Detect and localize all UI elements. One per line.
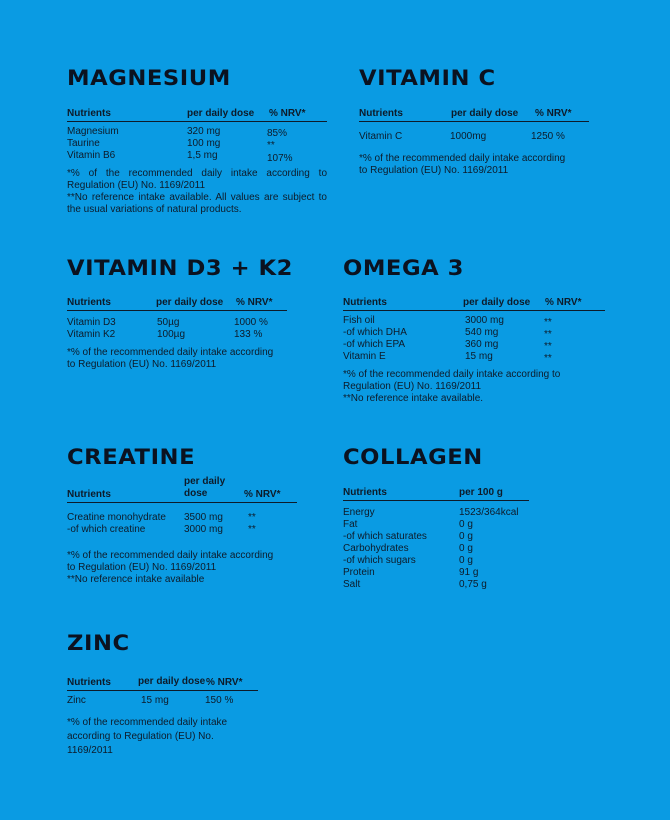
table-header (343, 294, 605, 311)
cell-dose: 540 mg (465, 327, 499, 338)
header-nrv: % NRV* (269, 108, 306, 119)
table-row (343, 327, 605, 339)
header-nutrients: Nutrients (67, 677, 111, 688)
table-row (343, 543, 543, 555)
table-row (67, 150, 327, 162)
table-row (343, 531, 543, 543)
cell-nutrient: Protein (343, 567, 375, 578)
cell-dose: 3500 mg (184, 512, 223, 523)
footnote: **No reference intake available. All values are subject to the usual variations of natural products. (67, 192, 327, 215)
header-nrv: % NRV* (535, 108, 572, 119)
cell-value: 0 g (459, 531, 473, 542)
cell-value: 1523/364kcal (459, 507, 519, 518)
footnote: *% of the recommended daily intake according to Regulation (EU) No. 1169/2011 (67, 550, 274, 573)
table-row (343, 315, 605, 327)
table-row (359, 131, 589, 143)
cell-dose: 15 mg (141, 695, 169, 706)
section-vitamin-d3-k2 (67, 256, 294, 371)
cell-nrv: 85% (267, 128, 288, 139)
cell-nutrient: -of which DHA (343, 327, 407, 338)
table-row (343, 555, 543, 567)
table-row (343, 567, 543, 579)
header-nutrients: Nutrients (343, 297, 387, 308)
cell-nrv: ** (544, 329, 552, 340)
header-nrv: % NRV* (244, 489, 281, 500)
cell-value: 0 g (459, 555, 473, 566)
section-title: ZINC (67, 631, 130, 655)
table-header (67, 476, 297, 503)
cell-nutrient: Vitamin D3 (67, 317, 116, 328)
cell-nrv: ** (544, 353, 552, 364)
cell-nrv: 133 % (234, 329, 263, 340)
header-nrv: % NRV* (236, 297, 273, 308)
section-title: COLLAGEN (343, 445, 483, 469)
section-title: CREATINE (67, 445, 196, 469)
footnotes (359, 153, 574, 177)
cell-nutrient: -of which EPA (343, 339, 406, 350)
section-zinc (67, 632, 267, 758)
cell-nutrient: Taurine (67, 138, 100, 149)
cell-nutrient: -of which sugars (343, 555, 416, 566)
table-header (343, 484, 529, 501)
section-magnesium (67, 67, 327, 216)
cell-nutrient: Zinc (67, 695, 86, 706)
cell-dose: 360 mg (465, 339, 499, 350)
footnotes (67, 550, 282, 586)
cell-nutrient: Salt (343, 579, 361, 590)
table-header (67, 105, 327, 122)
table-row (343, 519, 543, 531)
cell-nutrient: Creatine monohydrate (67, 512, 166, 523)
table-row (67, 126, 327, 138)
header-nutrients: Nutrients (67, 108, 111, 119)
header-nrv: % NRV* (545, 297, 582, 308)
footnotes (343, 369, 593, 405)
footnotes (67, 716, 247, 758)
footnotes (67, 347, 282, 371)
cell-nrv: 150 % (205, 695, 234, 706)
footnote: *% of the recommended daily intake according to Regulation (EU) No. 1169/2011 (67, 347, 274, 370)
cell-value: 0 g (459, 519, 473, 530)
cell-dose: 15 mg (465, 351, 493, 362)
header-dose: per daily dose (184, 476, 226, 499)
header-dose: per daily dose (187, 108, 255, 119)
section-collagen (343, 446, 543, 591)
cell-nutrient: Energy (343, 507, 375, 518)
footnotes (67, 168, 327, 216)
cell-dose: 100 mg (187, 138, 221, 149)
table-row (343, 507, 543, 519)
footnote: *% of the recommended daily intake according to Regulation (EU) No. 1169/2011 (359, 153, 566, 176)
cell-dose: 1,5 mg (187, 150, 218, 161)
footnote: **No reference intake available. (343, 393, 484, 404)
cell-nutrient: Vitamin B6 (67, 150, 116, 161)
cell-nutrient: Fat (343, 519, 358, 530)
table-row (343, 579, 543, 591)
cell-value: 0,75 g (459, 579, 487, 590)
section-title: VITAMIN C (359, 66, 496, 90)
table-row (343, 339, 605, 351)
section-creatine (67, 446, 297, 586)
header-dose: per daily dose (156, 297, 224, 308)
cell-nrv: ** (544, 341, 552, 352)
footnote: **No reference intake available (67, 574, 205, 585)
cell-nrv: ** (544, 317, 552, 328)
cell-nutrient: Carbohydrates (343, 543, 409, 554)
header-nutrients: Nutrients (359, 108, 403, 119)
table-row (343, 351, 605, 363)
table-row (67, 695, 267, 707)
cell-nutrient: Magnesium (67, 126, 119, 137)
cell-nrv: ** (267, 140, 275, 151)
section-omega-3 (343, 257, 605, 405)
header-per-100g: per 100 g (459, 487, 503, 498)
header-nutrients: Nutrients (343, 487, 387, 498)
cell-nrv: ** (248, 524, 256, 535)
cell-nutrient: Fish oil (343, 315, 375, 326)
cell-dose: 3000 mg (465, 315, 504, 326)
table-row (67, 512, 297, 524)
cell-nutrient: Vitamin E (343, 351, 386, 362)
table-header (67, 664, 258, 691)
header-nrv: % NRV* (206, 677, 243, 688)
cell-nutrient: Vitamin C (359, 131, 403, 142)
cell-nrv: 107% (267, 153, 293, 164)
header-nutrients: Nutrients (67, 489, 111, 500)
cell-dose: 3000 mg (184, 524, 223, 535)
cell-nutrient: Vitamin K2 (67, 329, 116, 340)
cell-value: 0 g (459, 543, 473, 554)
table-row (67, 138, 327, 150)
header-dose: per daily dose (463, 297, 531, 308)
cell-nutrient: -of which saturates (343, 531, 427, 542)
cell-nutrient: -of which creatine (67, 524, 146, 535)
footnote: *% of the recommended daily intake according to Regulation (EU) No. 1169/2011 (67, 168, 327, 191)
cell-dose: 100µg (157, 329, 186, 340)
footnote: *% of the recommended daily intake according to Regulation (EU) No. 1169/2011 (67, 717, 228, 756)
section-title: MAGNESIUM (67, 66, 231, 90)
cell-dose: 320 mg (187, 126, 221, 137)
table-row (67, 317, 287, 329)
cell-dose: 1000mg (450, 131, 487, 142)
header-nutrients: Nutrients (67, 297, 111, 308)
section-title: VITAMIN D3 + K2 (67, 256, 294, 280)
footnote: *% of the recommended daily intake according to Regulation (EU) No. 1169/2011 (343, 369, 561, 392)
table-row (67, 329, 287, 341)
cell-nrv: ** (248, 512, 256, 523)
cell-value: 91 g (459, 567, 479, 578)
table-header (67, 294, 287, 311)
header-dose: per daily dose (138, 676, 206, 687)
cell-nrv: 1250 % (531, 131, 565, 142)
table-row (67, 524, 297, 536)
cell-nrv: 1000 % (234, 317, 268, 328)
section-vitamin-c (359, 67, 589, 177)
header-dose: per daily dose (451, 108, 519, 119)
cell-dose: 50µg (157, 317, 180, 328)
table-header (359, 105, 589, 122)
section-title: OMEGA 3 (343, 256, 464, 280)
